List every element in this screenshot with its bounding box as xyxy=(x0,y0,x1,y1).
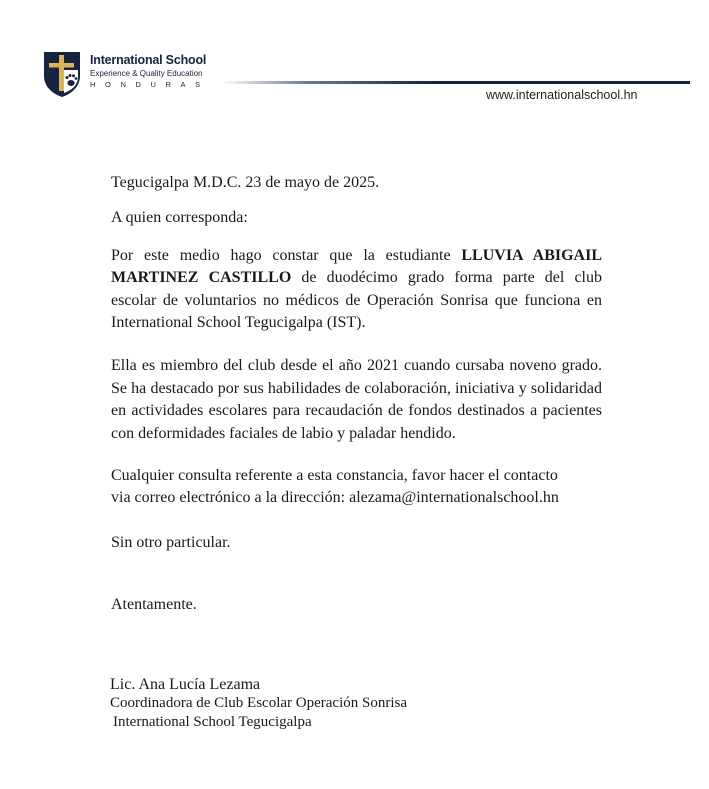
contact-line-1: Cualquier consulta referente a esta constancia, favor hacer el contacto xyxy=(111,467,558,485)
letter-salutation: A quien corresponda: xyxy=(111,209,248,227)
letter-body xyxy=(111,172,602,617)
school-crest-icon xyxy=(42,50,82,98)
student-name: LLUVIA ABIGAIL MARTINEZ CASTILLO xyxy=(111,246,602,287)
school-website: www.internationalschool.hn xyxy=(486,88,638,102)
signer-role: Coordinadora de Club Escolar Operación Sonrisa xyxy=(110,695,408,711)
letter-regards: Atentamente. xyxy=(111,596,197,614)
signature-block xyxy=(110,675,407,732)
school-tagline: Experience & Quality Education xyxy=(90,69,203,78)
signer-name: Lic. Ana Lucía Lezama xyxy=(110,676,261,693)
signer-organization: International School Tegucigalpa xyxy=(113,714,312,730)
contact-line-2: via correo electrónico a la dirección: alezama@internationalschool.hn xyxy=(111,489,559,507)
paragraph-text-intro: Por este medio hago constar que la estudiante xyxy=(111,246,462,264)
letter-paragraph-achievements: Ella es miembro del club desde el año 2021 cuando cursaba noveno grado. Se ha destacado por sus habilidades de colaboración, iniciativa y solidaridad en actividades escolares para recaudación de fondos destinados a pacientes con deformidades faciales de labio y paladar hendido. xyxy=(111,357,602,442)
header-rule xyxy=(222,81,690,84)
letterhead xyxy=(0,0,709,110)
letter-closing: Sin otro particular. xyxy=(111,533,231,551)
school-country: HONDURAS xyxy=(90,80,210,89)
letter-paragraph-contact xyxy=(111,465,602,510)
school-name: International School xyxy=(90,53,207,67)
letter-date: Tegucigalpa M.D.C. 23 de mayo de 2025. xyxy=(111,174,380,191)
paragraph-text-club: de duodécimo grado forma parte del club escolar de voluntarios no médicos de Operación Sonrisa que funciona en International School Tegucigalpa (IST). xyxy=(111,269,602,332)
letter-paragraph-membership xyxy=(111,245,602,335)
